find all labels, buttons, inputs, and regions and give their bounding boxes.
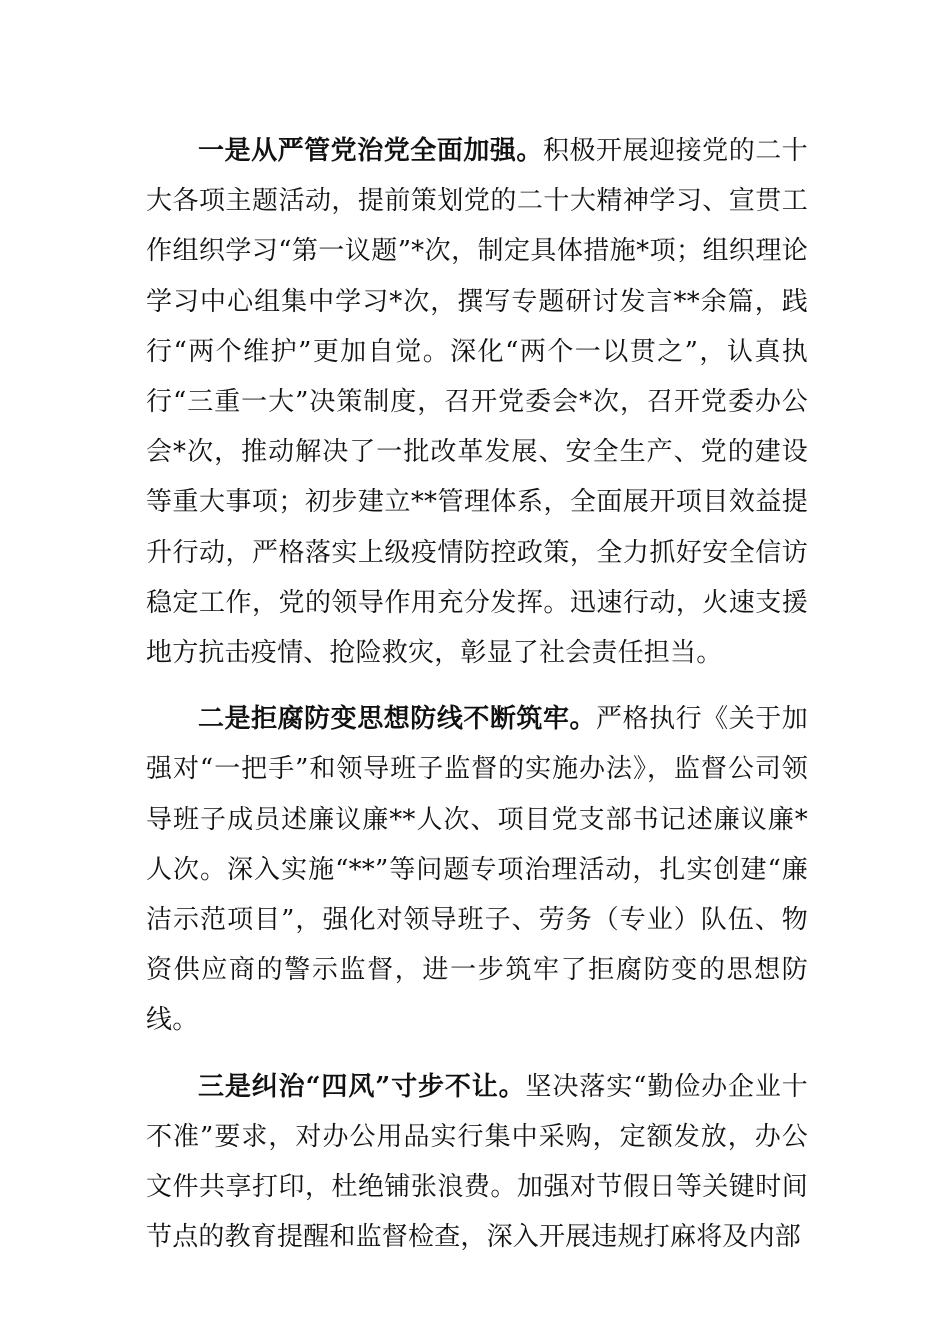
document-body	[146, 126, 808, 1278]
paragraph-1	[146, 126, 808, 678]
paragraph-3-text: 坚决落实“勤俭办企业十不准”要求，对办公用品实行集中采购，定额发放，办公文件共享打印，杜绝铺张浪费。加强对节假日等关键时间节点的教育提醒和监督检查，深入开展违规打麻将及内部	[146, 1071, 808, 1253]
paragraph-1-text: 积极开展迎接党的二十大各项主题活动，提前策划党的二十大精神学习、宣贯工作组织学习“第一议题”*次，制定具体措施*项；组织理论学习中心组集中学习*次，撰写专题研讨发言**余篇，践行“两个维护”更加自觉。深化“两个一以贯之”，认真执行“三重一大”决策制度，召开党委会*次，召开党委办公会*次，推动解决了一批改革发展、安全生产、党的建设等重大事项；初步建立**管理体系，全面展开项目效益提升行动，严格落实上级疫情防控政策，全力抓好安全信访稳定工作，党的领导作用充分发挥。迅速行动，火速支援地方抗击疫情、抢险救灾，彰显了社会责任担当。	[146, 136, 808, 669]
paragraph-2-heading: 二是拒腐防变思想防线不断筑牢。	[198, 704, 597, 735]
paragraph-3	[146, 1062, 808, 1263]
paragraph-2-text: 严格执行《关于加强对“一把手”和领导班子监督的实施办法》，监督公司领导班子成员述廉议廉**人次、项目党支部书记述廉议廉*人次。深入实施“**”等问题专项治理活动，扎实创建“廉洁示范项目”，强化对领导班子、劳务（专业）队伍、物资供应商的警示监督，进一步筑牢了拒腐防变的思想防线。	[146, 704, 808, 1036]
paragraph-2	[146, 694, 808, 1045]
paragraph-1-heading: 一是从严管党治党全面加强。	[198, 136, 543, 166]
paragraph-3-heading: 三是纠治“四风”寸步不让。	[198, 1071, 526, 1102]
